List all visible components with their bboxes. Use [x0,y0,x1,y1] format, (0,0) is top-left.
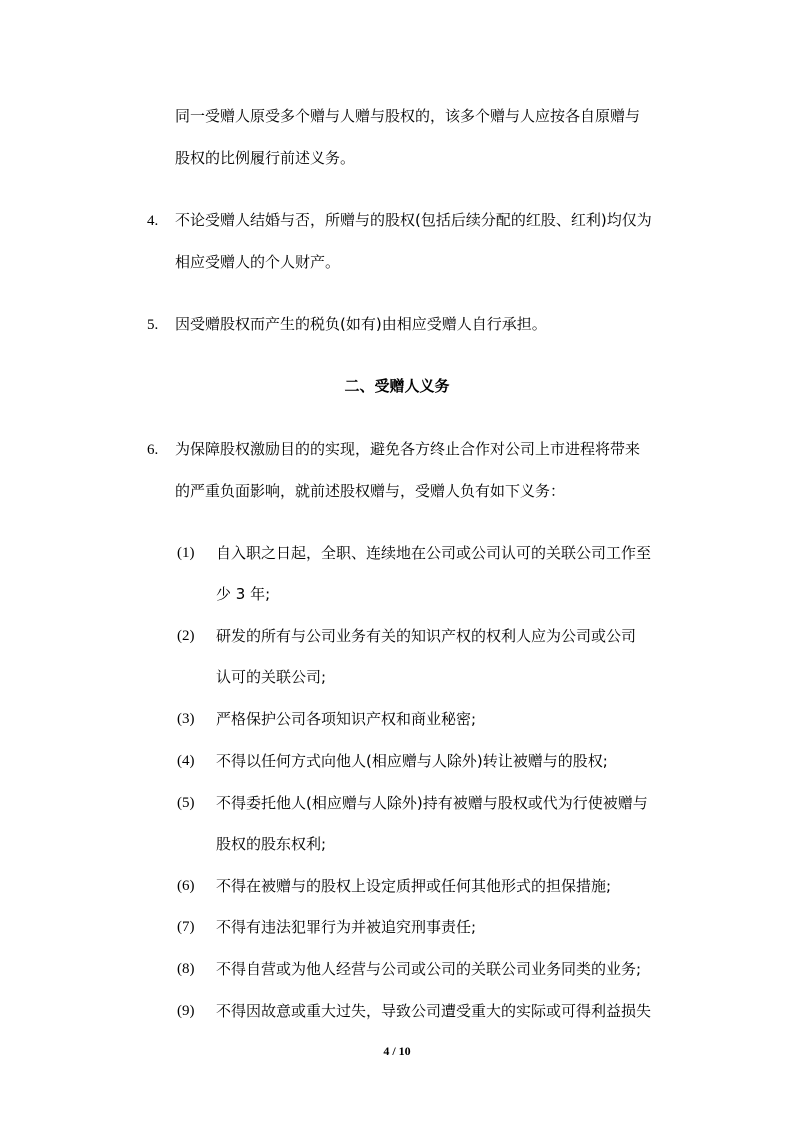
body-text-line: 为保障股权激励目的的实现，避免各方终止合作对公司上市进程将带来 [175,440,641,458]
body-text-line: 同一受赠人原受多个赠与人赠与股权的，该多个赠与人应按各自原赠与 [175,107,641,125]
subitem-number: (9) [177,1003,195,1019]
body-text-line: 不得以任何方式向他人(相应赠与人除外)转让被赠与的股权; [216,752,608,770]
body-text-line: 少 3 年; [216,585,271,603]
subitem-number: (8) [177,961,195,977]
body-text-line: 的严重负面影响，就前述股权赠与，受赠人负有如下义务： [175,482,566,500]
subitem-number: (7) [177,919,195,935]
body-text-line: 不论受赠人结婚与否，所赠与的股权(包括后续分配的红股、红利)均仅为 [175,211,652,229]
body-text-line: 不得委托他人(相应赠与人除外)持有被赠与股权或代为行使被赠与 [216,794,648,812]
body-text-line: 不得有违法犯罪行为并被追究刑事责任; [216,918,477,936]
body-text-line: 不得自营或为他人经营与公司或公司的关联公司业务同类的业务; [216,960,642,978]
page-number: 4 / 10 [383,1044,411,1058]
body-text-line: 研发的所有与公司业务有关的知识产权的权利人应为公司或公司 [216,627,637,645]
body-text-line: 不得因故意或重大过失，导致公司遭受重大的实际或可得利益损失 [216,1002,652,1020]
item-number: 5. [147,317,159,333]
body-text-line: 因受赠股权而产生的税负(如有)由相应受赠人自行承担。 [175,315,547,333]
subitem-number: (3) [177,711,195,727]
subitem-number: (6) [177,878,195,894]
section-heading: 二、受赠人义务 [344,377,450,395]
body-text-line: 股权的比例履行前述义务。 [175,149,356,167]
body-text-line: 股权的股东权利; [216,835,327,853]
subitem-number: (5) [177,795,195,811]
subitem-number: (1) [177,545,195,561]
body-text-line: 相应受赠人的个人财产。 [175,253,341,271]
subitem-number: (2) [177,628,195,644]
item-number: 4. [147,213,159,229]
body-text-line: 严格保护公司各项知识产权和商业秘密; [216,710,477,728]
item-number: 6. [147,442,159,458]
subitem-number: (4) [177,753,195,769]
body-text-line: 认可的关联公司; [216,668,327,686]
body-text-line: 自入职之日起，全职、连续地在公司或公司认可的关联公司工作至 [216,544,652,562]
body-text-line: 不得在被赠与的股权上设定质押或任何其他形式的担保措施; [216,877,612,895]
